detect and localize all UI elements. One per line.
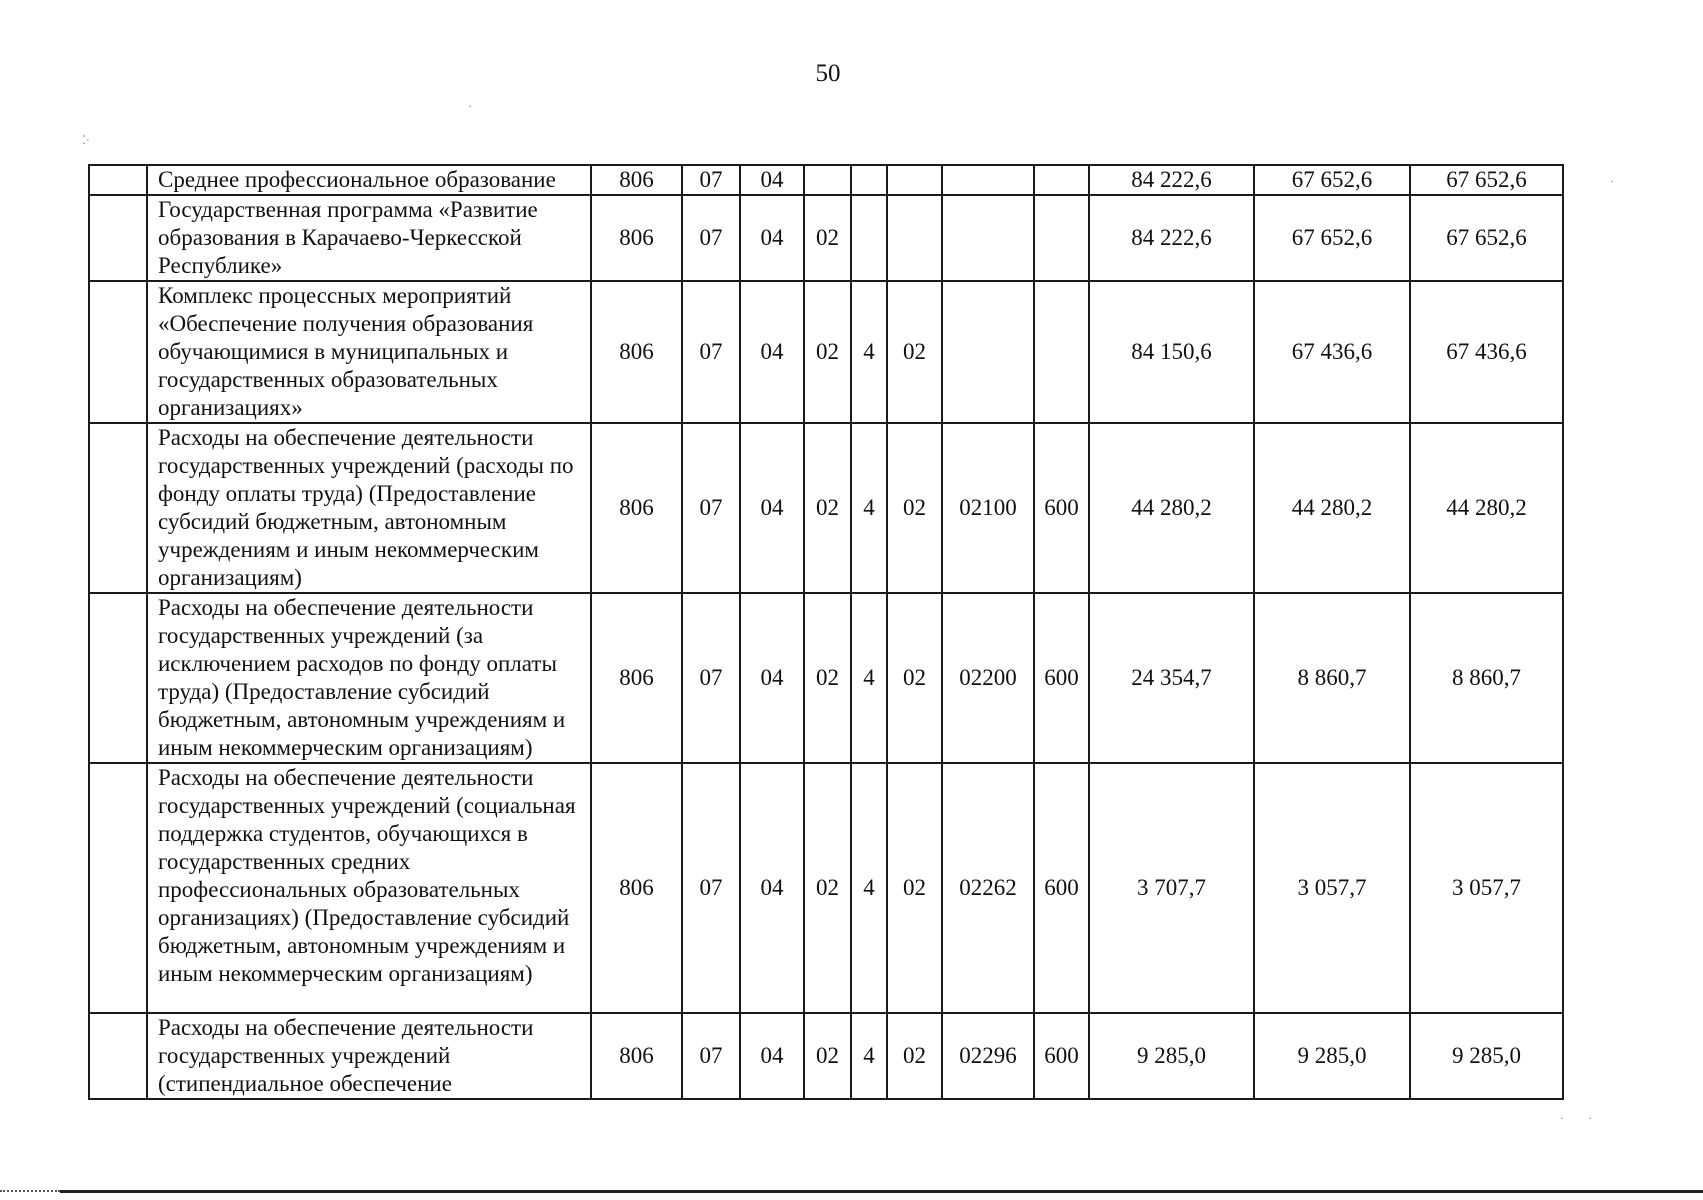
cell-type: 4 — [851, 1013, 887, 1099]
cell-amount-year1: 84 222,6 — [1089, 195, 1254, 281]
cell-program — [804, 165, 851, 195]
cell-amount-year3: 67 436,6 — [1410, 281, 1563, 423]
cell-ministry-code: 806 — [591, 593, 682, 763]
scan-speck: · · — [1560, 1111, 1592, 1125]
cell-amount-year1: 24 354,7 — [1089, 593, 1254, 763]
cell-subprogram: 02 — [887, 281, 942, 423]
cell-subsection: 04 — [740, 281, 804, 423]
table-row — [89, 423, 1563, 593]
cell-section: 07 — [682, 195, 740, 281]
cell-direction: 02262 — [942, 763, 1034, 1013]
cell-direction: 02100 — [942, 423, 1034, 593]
cell-amount-year3: 67 652,6 — [1410, 165, 1563, 195]
cell-subprogram: 02 — [887, 423, 942, 593]
cell-subprogram — [887, 195, 942, 281]
cell-direction — [942, 165, 1034, 195]
cell-amount-year3: 3 057,7 — [1410, 763, 1563, 1013]
cell-amount-year2: 8 860,7 — [1254, 593, 1410, 763]
row-name: Расходы на обеспечение деятельности государственных учреждений (стипендиальное обеспечение — [147, 1013, 591, 1099]
row-marker-cell — [89, 423, 147, 593]
row-name: Расходы на обеспечение деятельности государственных учреждений (расходы по фонду оплаты труда) (Предоставление субсидий бюджетным, автономным учреждениям и иным некоммерческим организациям) — [147, 423, 591, 593]
cell-amount-year2: 3 057,7 — [1254, 763, 1410, 1013]
row-marker-cell — [89, 195, 147, 281]
cell-program: 02 — [804, 1013, 851, 1099]
row-name: Комплекс процессных мероприятий «Обеспечение получения образования обучающимися в муниципальных и государственных образовательных организациях» — [147, 281, 591, 423]
cell-program: 02 — [804, 763, 851, 1013]
cell-type: 4 — [851, 763, 887, 1013]
cell-amount-year1: 84 150,6 — [1089, 281, 1254, 423]
row-name: Государственная программа «Развитие образования в Карачаево-Черкесской Республике» — [147, 195, 591, 281]
cell-amount-year3: 9 285,0 — [1410, 1013, 1563, 1099]
cell-type: 4 — [851, 593, 887, 763]
scan-speck: · — [468, 99, 472, 113]
cell-expense-type: 600 — [1034, 1013, 1089, 1099]
cell-section: 07 — [682, 281, 740, 423]
scan-speck: · — [1610, 174, 1614, 188]
scan-speck: ⁚· — [82, 133, 90, 147]
row-marker-cell — [89, 281, 147, 423]
cell-subsection: 04 — [740, 593, 804, 763]
cell-amount-year2: 44 280,2 — [1254, 423, 1410, 593]
cell-amount-year3: 67 652,6 — [1410, 195, 1563, 281]
cell-program: 02 — [804, 195, 851, 281]
table-row — [89, 1013, 1563, 1099]
cell-expense-type: 600 — [1034, 763, 1089, 1013]
page-number: 50 — [815, 60, 841, 87]
cell-subprogram: 02 — [887, 763, 942, 1013]
table-row — [89, 763, 1563, 1013]
cell-amount-year2: 67 652,6 — [1254, 195, 1410, 281]
cell-type: 4 — [851, 281, 887, 423]
cell-ministry-code: 806 — [591, 1013, 682, 1099]
table-row — [89, 195, 1563, 281]
table-row — [89, 593, 1563, 763]
cell-amount-year2: 67 436,6 — [1254, 281, 1410, 423]
cell-direction — [942, 195, 1034, 281]
cell-program: 02 — [804, 423, 851, 593]
cell-ministry-code: 806 — [591, 165, 682, 195]
scan-edge-dashes — [0, 1190, 60, 1194]
cell-amount-year1: 3 707,7 — [1089, 763, 1254, 1013]
row-name: Расходы на обеспечение деятельности государственных учреждений (за исключением расходов по фонду оплаты труда) (Предоставление субсидий бюджетным, автономным учреждениям и иным некоммерческим организациям) — [147, 593, 591, 763]
table-row — [89, 165, 1563, 195]
row-marker-cell — [89, 593, 147, 763]
cell-subprogram: 02 — [887, 593, 942, 763]
cell-type — [851, 195, 887, 281]
cell-ministry-code: 806 — [591, 423, 682, 593]
cell-subsection: 04 — [740, 1013, 804, 1099]
row-marker-cell — [89, 1013, 147, 1099]
cell-section: 07 — [682, 1013, 740, 1099]
budget-table — [88, 164, 1564, 1100]
cell-subsection: 04 — [740, 423, 804, 593]
cell-section: 07 — [682, 763, 740, 1013]
row-marker-cell — [89, 165, 147, 195]
cell-subsection: 04 — [740, 195, 804, 281]
cell-amount-year2: 67 652,6 — [1254, 165, 1410, 195]
cell-expense-type: 600 — [1034, 593, 1089, 763]
cell-ministry-code: 806 — [591, 281, 682, 423]
cell-ministry-code: 806 — [591, 195, 682, 281]
cell-expense-type — [1034, 165, 1089, 195]
cell-amount-year3: 44 280,2 — [1410, 423, 1563, 593]
cell-subsection: 04 — [740, 165, 804, 195]
row-name: Среднее профессиональное образование — [147, 165, 591, 195]
cell-amount-year1: 9 285,0 — [1089, 1013, 1254, 1099]
cell-amount-year1: 84 222,6 — [1089, 165, 1254, 195]
cell-expense-type — [1034, 195, 1089, 281]
cell-program: 02 — [804, 593, 851, 763]
cell-direction: 02296 — [942, 1013, 1034, 1099]
cell-program: 02 — [804, 281, 851, 423]
cell-amount-year3: 8 860,7 — [1410, 593, 1563, 763]
cell-subsection: 04 — [740, 763, 804, 1013]
cell-subprogram — [887, 165, 942, 195]
cell-expense-type — [1034, 281, 1089, 423]
cell-section: 07 — [682, 423, 740, 593]
cell-section: 07 — [682, 165, 740, 195]
cell-section: 07 — [682, 593, 740, 763]
cell-direction — [942, 281, 1034, 423]
cell-subprogram: 02 — [887, 1013, 942, 1099]
row-name: Расходы на обеспечение деятельности государственных учреждений (социальная поддержка студентов, обучающихся в государственных средних профессиональных образовательных организациях) (Предоставление субсидий бюджетным, автономным учреждениям и иным некоммерческим организациям) — [147, 763, 591, 1013]
table-row — [89, 281, 1563, 423]
cell-ministry-code: 806 — [591, 763, 682, 1013]
cell-type: 4 — [851, 423, 887, 593]
cell-expense-type: 600 — [1034, 423, 1089, 593]
cell-type — [851, 165, 887, 195]
row-marker-cell — [89, 763, 147, 1013]
cell-direction: 02200 — [942, 593, 1034, 763]
cell-amount-year1: 44 280,2 — [1089, 423, 1254, 593]
scan-edge-line — [60, 1190, 1703, 1193]
cell-amount-year2: 9 285,0 — [1254, 1013, 1410, 1099]
